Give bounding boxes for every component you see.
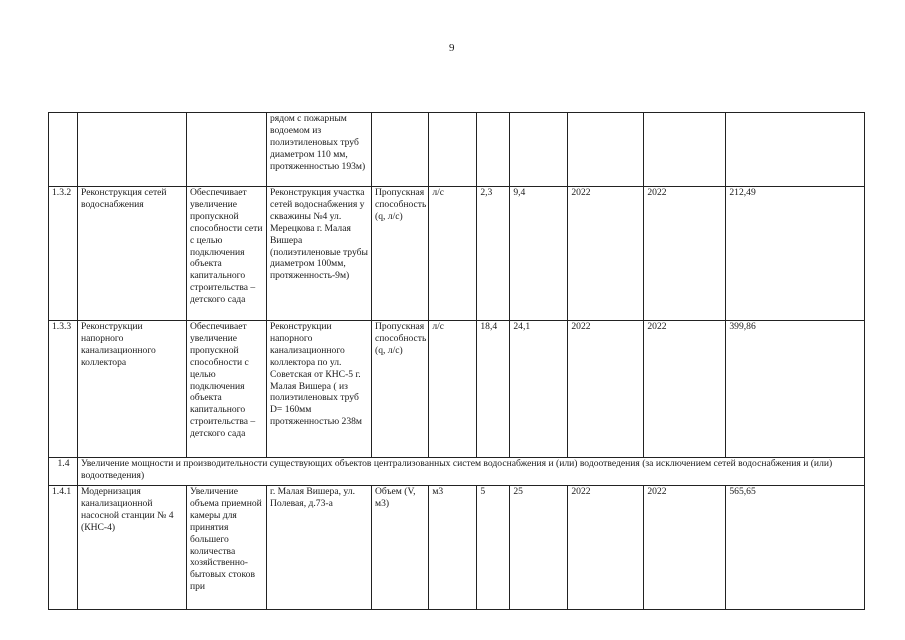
- section-row: [49, 458, 865, 486]
- measure-purpose: [187, 113, 267, 187]
- cost-value: 399,86: [726, 321, 865, 458]
- year-start: 2022: [568, 321, 644, 458]
- page-number: 9: [449, 42, 455, 54]
- table-row: [49, 187, 865, 321]
- table-row: [49, 321, 865, 458]
- section-title: Увеличение мощности и производительности существующих объектов централизованных систем водоснабжения и (или) водоотведения (за исключением сетей водоснабжения и (или) водоотведения): [78, 458, 865, 486]
- param-name: Пропускная способность (q, л/с): [372, 321, 429, 458]
- year-start: 2022: [568, 187, 644, 321]
- measure-name: Модернизация канализационной насосной станции № 4 (КНС-4): [78, 486, 187, 610]
- section-number: 1.4: [49, 458, 78, 486]
- measure-purpose: Увеличение объема приемной камеры для принятия большего количества хозяйственно-бытовых стоков при: [187, 486, 267, 610]
- row-number: 1.4.1: [49, 486, 78, 610]
- year-start: 2022: [568, 486, 644, 610]
- param-name: Объем (V, м3): [372, 486, 429, 610]
- year-end: 2022: [644, 486, 726, 610]
- param-name: Пропускная способность (q, л/с): [372, 187, 429, 321]
- param-name: [372, 113, 429, 187]
- value-before: 2,3: [477, 187, 510, 321]
- measure-description: г. Малая Вишера, ул. Полевая, д.73-а: [267, 486, 372, 610]
- year-end: 2022: [644, 187, 726, 321]
- row-number: [49, 113, 78, 187]
- value-before: 5: [477, 486, 510, 610]
- param-unit: л/с: [429, 321, 477, 458]
- investment-program-table: [48, 112, 865, 610]
- value-after: 24,1: [510, 321, 568, 458]
- value-after: [510, 113, 568, 187]
- table-row: [49, 113, 865, 187]
- param-unit: [429, 113, 477, 187]
- cost-value: 212,49: [726, 187, 865, 321]
- measure-name: Реконструкции напорного канализационного коллектора: [78, 321, 187, 458]
- measure-purpose: Обеспечивает увеличение пропускной способности с целью подключения объекта капитального строительства – детского сада: [187, 321, 267, 458]
- table-row: [49, 486, 865, 610]
- measure-name: Реконструкция сетей водоснабжения: [78, 187, 187, 321]
- measure-description: рядом с пожарным водоемом из полиэтиленовых труб диаметром 110 мм, протяженностью 193м): [267, 113, 372, 187]
- value-after: 25: [510, 486, 568, 610]
- value-after: 9,4: [510, 187, 568, 321]
- measure-description: Реконструкции напорного канализационного коллектора по ул. Советская от КНС-5 г. Малая Вишера ( из полиэтиленовых труб D= 160мм протяженностью 238м: [267, 321, 372, 458]
- value-before: 18,4: [477, 321, 510, 458]
- param-unit: м3: [429, 486, 477, 610]
- cost-value: [726, 113, 865, 187]
- row-number: 1.3.3: [49, 321, 78, 458]
- value-before: [477, 113, 510, 187]
- year-start: [568, 113, 644, 187]
- row-number: 1.3.2: [49, 187, 78, 321]
- measure-name: [78, 113, 187, 187]
- param-unit: л/с: [429, 187, 477, 321]
- measure-purpose: Обеспечивает увеличение пропускной способности сети с целью подключения объекта капитального строительства – детского сада: [187, 187, 267, 321]
- year-end: [644, 113, 726, 187]
- year-end: 2022: [644, 321, 726, 458]
- measure-description: Реконструкция участка сетей водоснабжения у скважины №4 ул. Мерецкова г. Малая Вишера (полиэтиленовые трубы диаметром 100мм, протяженность-9м): [267, 187, 372, 321]
- cost-value: 565,65: [726, 486, 865, 610]
